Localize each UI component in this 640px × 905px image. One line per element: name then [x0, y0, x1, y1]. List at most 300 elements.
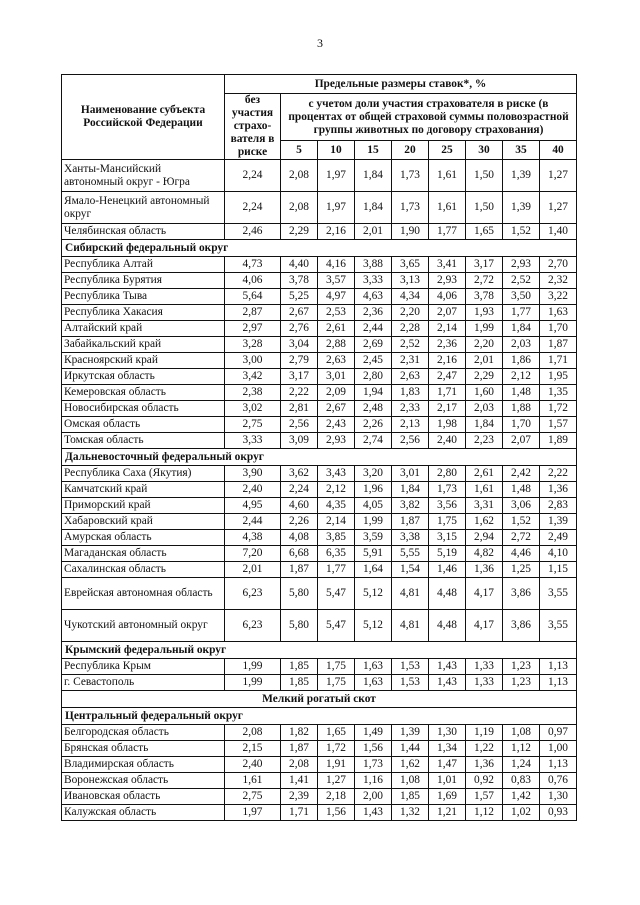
rate-share-cell: 4,48 [429, 578, 466, 610]
rate-share-cell: 1,73 [392, 192, 429, 224]
subject-name-cell: Республика Крым [62, 659, 225, 675]
rate-share-cell: 2,69 [355, 337, 392, 353]
rate-share-cell: 1,61 [429, 160, 466, 192]
rate-share-cell: 2,13 [392, 417, 429, 433]
rate-without-cell: 6,23 [225, 610, 281, 642]
subject-name-cell: Иркутская область [62, 369, 225, 385]
subject-name-cell: Приморский край [62, 498, 225, 514]
rate-share-cell: 1,23 [503, 675, 540, 691]
rate-share-cell: 3,17 [466, 257, 503, 273]
rate-share-cell: 3,17 [281, 369, 318, 385]
rate-share-cell: 1,47 [429, 757, 466, 773]
rate-share-cell: 0,83 [503, 773, 540, 789]
header-share-35: 35 [503, 141, 540, 160]
rate-share-cell: 1,46 [429, 562, 466, 578]
rate-share-cell: 3,38 [392, 530, 429, 546]
rate-share-cell: 1,93 [466, 305, 503, 321]
rate-share-cell: 2,67 [281, 305, 318, 321]
rate-share-cell: 5,12 [355, 610, 392, 642]
rate-share-cell: 2,14 [429, 321, 466, 337]
rate-share-cell: 2,74 [355, 433, 392, 449]
rate-without-cell: 2,46 [225, 224, 281, 240]
rate-without-cell: 5,64 [225, 289, 281, 305]
header-share-20: 20 [392, 141, 429, 160]
rate-share-cell: 1,70 [540, 321, 577, 337]
subject-name-cell: Амурская область [62, 530, 225, 546]
rate-share-cell: 0,93 [540, 805, 577, 821]
rate-share-cell: 2,12 [318, 482, 355, 498]
table-row [62, 773, 577, 789]
rate-share-cell: 1,39 [540, 514, 577, 530]
rate-share-cell: 4,48 [429, 610, 466, 642]
rate-share-cell: 3,65 [392, 257, 429, 273]
rate-share-cell: 2,01 [355, 224, 392, 240]
rate-without-cell: 1,99 [225, 659, 281, 675]
rate-share-cell: 4,82 [466, 546, 503, 562]
rate-share-cell: 2,56 [392, 433, 429, 449]
rate-share-cell: 1,83 [392, 385, 429, 401]
rate-share-cell: 1,62 [466, 514, 503, 530]
rate-share-cell: 0,76 [540, 773, 577, 789]
table-row [62, 353, 577, 369]
rate-share-cell: 3,22 [540, 289, 577, 305]
table-row [62, 160, 577, 192]
rate-without-cell: 4,06 [225, 273, 281, 289]
rate-share-cell: 2,03 [503, 337, 540, 353]
rate-share-cell: 1,73 [392, 160, 429, 192]
rate-share-cell: 2,17 [429, 401, 466, 417]
subject-name-cell: Республика Алтай [62, 257, 225, 273]
rate-share-cell: 3,82 [392, 498, 429, 514]
rate-share-cell: 2,03 [466, 401, 503, 417]
rate-share-cell: 1,87 [281, 741, 318, 757]
rate-share-cell: 1,84 [392, 482, 429, 498]
rate-share-cell: 1,63 [540, 305, 577, 321]
rate-share-cell: 3,56 [429, 498, 466, 514]
subject-name-cell: Красноярский край [62, 353, 225, 369]
rate-share-cell: 1,56 [318, 805, 355, 821]
rate-share-cell: 2,72 [503, 530, 540, 546]
rate-share-cell: 1,30 [540, 789, 577, 805]
table-row [62, 466, 577, 482]
rate-share-cell: 2,53 [318, 305, 355, 321]
rate-share-cell: 1,57 [540, 417, 577, 433]
rate-share-cell: 1,61 [466, 482, 503, 498]
rate-share-cell: 5,19 [429, 546, 466, 562]
rate-share-cell: 2,36 [355, 305, 392, 321]
section-title: Крымский федеральный округ [62, 642, 577, 659]
rate-share-cell: 1,32 [392, 805, 429, 821]
rate-without-cell: 2,01 [225, 562, 281, 578]
rate-share-cell: 1,91 [318, 757, 355, 773]
rate-share-cell: 2,56 [281, 417, 318, 433]
rate-share-cell: 3,43 [318, 466, 355, 482]
rate-share-cell: 1,52 [503, 514, 540, 530]
table-body [62, 160, 577, 821]
rate-share-cell: 1,22 [466, 741, 503, 757]
rate-share-cell: 3,20 [355, 466, 392, 482]
rate-share-cell: 4,08 [281, 530, 318, 546]
rate-share-cell: 0,97 [540, 725, 577, 741]
table-row [62, 385, 577, 401]
header-without-participation: без участия страхо-вателя в риске [225, 94, 281, 160]
rate-share-cell: 1,71 [540, 353, 577, 369]
subject-name-cell: Кемеровская область [62, 385, 225, 401]
rate-without-cell: 4,73 [225, 257, 281, 273]
rate-share-cell: 1,48 [503, 482, 540, 498]
table-header [62, 75, 577, 160]
rate-share-cell: 1,86 [503, 353, 540, 369]
subject-name-cell: Магаданская область [62, 546, 225, 562]
table-row [62, 741, 577, 757]
rate-share-cell: 1,53 [392, 675, 429, 691]
rate-share-cell: 5,47 [318, 610, 355, 642]
rate-share-cell: 2,31 [392, 353, 429, 369]
rate-share-cell: 4,05 [355, 498, 392, 514]
rate-share-cell: 1,60 [466, 385, 503, 401]
rate-share-cell: 2,70 [540, 257, 577, 273]
subject-name-cell: Брянская область [62, 741, 225, 757]
rate-share-cell: 4,17 [466, 610, 503, 642]
rate-share-cell: 1,72 [318, 741, 355, 757]
rate-share-cell: 1,39 [392, 725, 429, 741]
rate-share-cell: 6,35 [318, 546, 355, 562]
subject-name-cell: Республика Саха (Якутия) [62, 466, 225, 482]
rate-share-cell: 3,09 [281, 433, 318, 449]
rate-share-cell: 2,23 [466, 433, 503, 449]
header-subject-name: Наименование субъекта Российской Федерации [62, 75, 225, 160]
header-with-participation: с учетом доли участия страхователя в риске (в процентах от общей страховой суммы половозрастной группы животных по договору страхования) [281, 94, 577, 141]
rate-share-cell: 1,77 [429, 224, 466, 240]
header-share-10: 10 [318, 141, 355, 160]
rate-share-cell: 3,59 [355, 530, 392, 546]
rate-share-cell: 1,95 [540, 369, 577, 385]
rate-share-cell: 1,25 [503, 562, 540, 578]
category-row [62, 691, 577, 708]
rate-share-cell: 1,33 [466, 659, 503, 675]
rate-share-cell: 2,28 [392, 321, 429, 337]
rate-without-cell: 2,87 [225, 305, 281, 321]
rate-share-cell: 5,80 [281, 610, 318, 642]
table-row [62, 289, 577, 305]
rate-share-cell: 4,40 [281, 257, 318, 273]
subject-name-cell: Ханты-Мансийский автономный округ - Югра [62, 160, 225, 192]
rate-share-cell: 2,63 [318, 353, 355, 369]
rate-share-cell: 1,01 [429, 773, 466, 789]
subject-name-cell: Ямало-Ненецкий автономный округ [62, 192, 225, 224]
subject-name-cell: Калужская область [62, 805, 225, 821]
rate-share-cell: 1,71 [281, 805, 318, 821]
rate-share-cell: 1,41 [281, 773, 318, 789]
rate-without-cell: 4,38 [225, 530, 281, 546]
rate-share-cell: 1,72 [540, 401, 577, 417]
rate-share-cell: 1,02 [503, 805, 540, 821]
rate-share-cell: 1,84 [503, 321, 540, 337]
subject-name-cell: Томская область [62, 433, 225, 449]
rate-share-cell: 3,57 [318, 273, 355, 289]
table-row [62, 757, 577, 773]
rate-share-cell: 1,15 [540, 562, 577, 578]
rate-without-cell: 6,23 [225, 578, 281, 610]
rate-share-cell: 3,78 [281, 273, 318, 289]
rate-share-cell: 1,50 [466, 192, 503, 224]
rate-share-cell: 1,00 [540, 741, 577, 757]
rate-share-cell: 2,08 [281, 192, 318, 224]
rate-share-cell: 3,50 [503, 289, 540, 305]
rate-share-cell: 1,97 [318, 192, 355, 224]
rate-share-cell: 2,22 [540, 466, 577, 482]
rate-share-cell: 6,68 [281, 546, 318, 562]
rate-share-cell: 1,21 [429, 805, 466, 821]
table-row [62, 273, 577, 289]
rate-share-cell: 2,93 [503, 257, 540, 273]
subject-name-cell: Владимирская область [62, 757, 225, 773]
section-row [62, 240, 577, 257]
category-title: Мелкий рогатый скот [62, 691, 577, 708]
rate-share-cell: 3,78 [466, 289, 503, 305]
rate-share-cell: 1,19 [466, 725, 503, 741]
rate-share-cell: 1,73 [355, 757, 392, 773]
rate-share-cell: 1,84 [466, 417, 503, 433]
rate-without-cell: 2,38 [225, 385, 281, 401]
subject-name-cell: Воронежская область [62, 773, 225, 789]
rate-share-cell: 1,49 [355, 725, 392, 741]
rate-share-cell: 1,87 [281, 562, 318, 578]
rate-without-cell: 2,40 [225, 757, 281, 773]
rate-share-cell: 1,97 [318, 160, 355, 192]
rate-share-cell: 2,00 [355, 789, 392, 805]
rate-share-cell: 4,10 [540, 546, 577, 562]
rate-share-cell: 1,48 [503, 385, 540, 401]
rate-share-cell: 2,07 [429, 305, 466, 321]
rate-share-cell: 3,85 [318, 530, 355, 546]
rate-share-cell: 4,35 [318, 498, 355, 514]
rate-share-cell: 2,88 [318, 337, 355, 353]
rate-share-cell: 2,48 [355, 401, 392, 417]
rate-share-cell: 2,20 [466, 337, 503, 353]
rate-share-cell: 2,22 [281, 385, 318, 401]
rate-share-cell: 1,43 [429, 659, 466, 675]
rate-share-cell: 2,29 [466, 369, 503, 385]
rate-share-cell: 1,85 [392, 789, 429, 805]
rate-share-cell: 2,76 [281, 321, 318, 337]
rate-share-cell: 1,56 [355, 741, 392, 757]
rate-share-cell: 2,52 [392, 337, 429, 353]
rate-share-cell: 2,12 [503, 369, 540, 385]
rate-without-cell: 2,15 [225, 741, 281, 757]
rate-without-cell: 2,75 [225, 789, 281, 805]
rate-share-cell: 2,26 [355, 417, 392, 433]
rate-share-cell: 2,94 [466, 530, 503, 546]
rate-without-cell: 3,00 [225, 353, 281, 369]
rate-share-cell: 1,75 [318, 675, 355, 691]
rate-without-cell: 2,97 [225, 321, 281, 337]
rate-share-cell: 3,62 [281, 466, 318, 482]
rate-without-cell: 1,97 [225, 805, 281, 821]
subject-name-cell: Хабаровский край [62, 514, 225, 530]
rate-share-cell: 4,06 [429, 289, 466, 305]
table-row [62, 725, 577, 741]
rate-share-cell: 1,57 [466, 789, 503, 805]
subject-name-cell: Республика Хакасия [62, 305, 225, 321]
rate-share-cell: 2,33 [392, 401, 429, 417]
rate-without-cell: 2,40 [225, 482, 281, 498]
rate-share-cell: 1,75 [429, 514, 466, 530]
rate-share-cell: 2,08 [281, 757, 318, 773]
rate-share-cell: 1,87 [540, 337, 577, 353]
rate-share-cell: 1,70 [503, 417, 540, 433]
rate-without-cell: 2,08 [225, 725, 281, 741]
rate-without-cell: 2,24 [225, 160, 281, 192]
table-row [62, 321, 577, 337]
rate-share-cell: 2,63 [392, 369, 429, 385]
page-number: 3 [317, 36, 323, 50]
rates-table [61, 74, 577, 821]
rate-share-cell: 1,71 [429, 385, 466, 401]
table-row [62, 192, 577, 224]
rate-share-cell: 5,80 [281, 578, 318, 610]
rate-share-cell: 1,99 [355, 514, 392, 530]
header-share-15: 15 [355, 141, 392, 160]
table-row [62, 578, 577, 610]
rate-share-cell: 3,86 [503, 610, 540, 642]
table-row [62, 530, 577, 546]
rate-share-cell: 1,36 [466, 562, 503, 578]
table-row [62, 482, 577, 498]
rate-share-cell: 3,13 [392, 273, 429, 289]
rate-share-cell: 1,27 [540, 160, 577, 192]
header-rates-title: Предельные размеры ставок*, % [225, 75, 577, 94]
rate-share-cell: 4,17 [466, 578, 503, 610]
table-row [62, 224, 577, 240]
subject-name-cell: Республика Бурятия [62, 273, 225, 289]
rate-share-cell: 3,55 [540, 578, 577, 610]
subject-name-cell: Алтайский край [62, 321, 225, 337]
subject-name-cell: Омская область [62, 417, 225, 433]
rate-without-cell: 4,95 [225, 498, 281, 514]
rate-share-cell: 2,52 [503, 273, 540, 289]
table-row [62, 337, 577, 353]
rate-share-cell: 2,80 [355, 369, 392, 385]
rate-share-cell: 4,60 [281, 498, 318, 514]
rate-share-cell: 1,13 [540, 659, 577, 675]
rate-share-cell: 2,93 [429, 273, 466, 289]
section-row [62, 642, 577, 659]
rate-share-cell: 1,65 [318, 725, 355, 741]
table-row [62, 546, 577, 562]
rate-share-cell: 3,88 [355, 257, 392, 273]
rate-share-cell: 2,80 [429, 466, 466, 482]
rate-share-cell: 1,53 [392, 659, 429, 675]
rate-without-cell: 3,28 [225, 337, 281, 353]
rate-share-cell: 3,06 [503, 498, 540, 514]
rate-share-cell: 5,55 [392, 546, 429, 562]
rate-share-cell: 2,43 [318, 417, 355, 433]
rate-share-cell: 2,26 [281, 514, 318, 530]
rate-share-cell: 5,47 [318, 578, 355, 610]
rate-share-cell: 1,87 [392, 514, 429, 530]
rate-share-cell: 2,01 [466, 353, 503, 369]
rate-without-cell: 2,44 [225, 514, 281, 530]
rate-share-cell: 1,65 [466, 224, 503, 240]
header-share-40: 40 [540, 141, 577, 160]
rate-share-cell: 1,08 [503, 725, 540, 741]
rate-share-cell: 5,91 [355, 546, 392, 562]
subject-name-cell: Забайкальский край [62, 337, 225, 353]
rate-share-cell: 2,39 [281, 789, 318, 805]
rate-share-cell: 3,55 [540, 610, 577, 642]
rate-share-cell: 1,33 [466, 675, 503, 691]
rate-share-cell: 1,39 [503, 160, 540, 192]
rate-share-cell: 1,27 [540, 192, 577, 224]
rate-without-cell: 2,75 [225, 417, 281, 433]
table-row [62, 659, 577, 675]
header-share-5: 5 [281, 141, 318, 160]
rate-share-cell: 1,63 [355, 659, 392, 675]
rate-share-cell: 2,29 [281, 224, 318, 240]
rate-share-cell: 1,39 [503, 192, 540, 224]
rate-share-cell: 2,83 [540, 498, 577, 514]
table-row [62, 369, 577, 385]
rate-share-cell: 1,43 [429, 675, 466, 691]
table-row [62, 257, 577, 273]
rate-share-cell: 2,14 [318, 514, 355, 530]
rate-share-cell: 2,16 [318, 224, 355, 240]
rate-share-cell: 2,07 [503, 433, 540, 449]
rate-share-cell: 1,12 [466, 805, 503, 821]
rate-share-cell: 1,52 [503, 224, 540, 240]
rate-share-cell: 3,15 [429, 530, 466, 546]
rate-share-cell: 1,88 [503, 401, 540, 417]
table-row [62, 433, 577, 449]
subject-name-cell: Ивановская область [62, 789, 225, 805]
rate-share-cell: 2,61 [318, 321, 355, 337]
rate-share-cell: 1,13 [540, 675, 577, 691]
rate-share-cell: 2,47 [429, 369, 466, 385]
rate-share-cell: 1,16 [355, 773, 392, 789]
rate-share-cell: 1,64 [355, 562, 392, 578]
section-title: Дальневосточный федеральный округ [62, 449, 577, 466]
rate-without-cell: 3,42 [225, 369, 281, 385]
rate-share-cell: 1,08 [392, 773, 429, 789]
rate-share-cell: 1,30 [429, 725, 466, 741]
rate-share-cell: 3,01 [318, 369, 355, 385]
subject-name-cell: Камчатский край [62, 482, 225, 498]
rate-share-cell: 1,35 [540, 385, 577, 401]
rate-share-cell: 1,23 [503, 659, 540, 675]
rate-share-cell: 1,85 [281, 659, 318, 675]
rate-share-cell: 2,18 [318, 789, 355, 805]
rate-share-cell: 4,81 [392, 610, 429, 642]
rate-share-cell: 1,73 [429, 482, 466, 498]
rate-share-cell: 1,62 [392, 757, 429, 773]
rate-share-cell: 1,77 [318, 562, 355, 578]
rate-without-cell: 2,24 [225, 192, 281, 224]
rate-without-cell: 1,99 [225, 675, 281, 691]
rate-share-cell: 1,13 [540, 757, 577, 773]
rate-share-cell: 2,09 [318, 385, 355, 401]
rate-share-cell: 3,04 [281, 337, 318, 353]
rate-share-cell: 5,25 [281, 289, 318, 305]
table-row [62, 562, 577, 578]
rate-share-cell: 1,77 [503, 305, 540, 321]
rate-share-cell: 1,69 [429, 789, 466, 805]
rate-share-cell: 2,20 [392, 305, 429, 321]
rate-share-cell: 0,92 [466, 773, 503, 789]
rate-share-cell: 1,43 [355, 805, 392, 821]
subject-name-cell: Новосибирская область [62, 401, 225, 417]
table-row [62, 610, 577, 642]
